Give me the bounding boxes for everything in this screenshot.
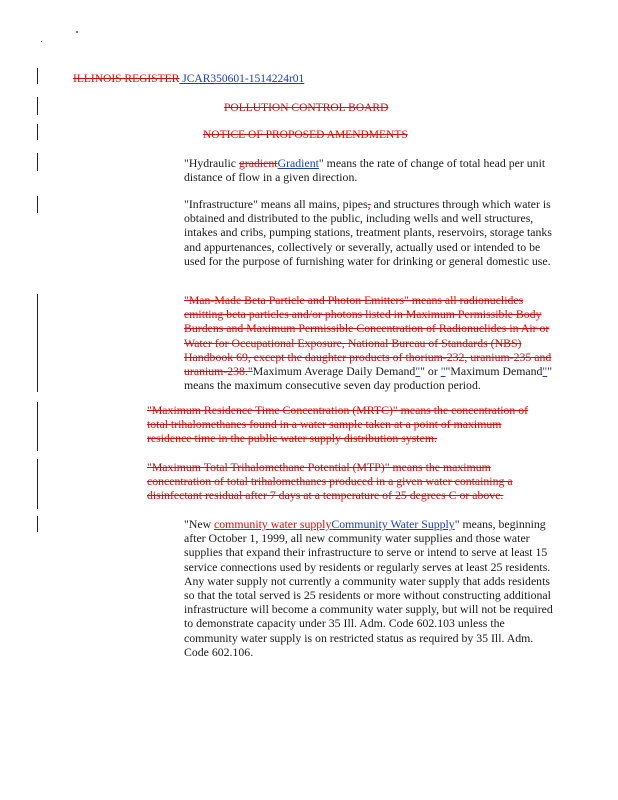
- deleted-definition-mrtc: "Maximum Residence Time Concentration (MRTC)" means the concentration of total trihalomethanes found in a water sample taken at a point of maximum residence time in the public water supply distribution system.: [147, 403, 529, 446]
- deleted-definition-mtp: "Maximum Total Trihalomethane Potential (MTP)" means the maximum concentration of total trihalomethanes produced in a given water containing a disinfectant residual after 7 days at a temperature of 25 degrees C or above.: [147, 460, 513, 503]
- register-inserted: JCAR350601-1514224r01: [179, 73, 305, 85]
- change-bar: [37, 124, 38, 140]
- change-bar: [37, 68, 38, 84]
- definition-hydraulic-gradient: "Hydraulic gradientGradient" means the rate of change of total head per unit distance of flow in a given direction.: [184, 156, 546, 185]
- definition-new-community-water-supply: "New community water supplyCommunity Water Supply" means, beginning after October 1, 1999, all new community water supplies and those water supplies that expand their infrastructure to serve or intend to serve at least 15 service connections used by residents or regularly serves at least 25 residents. Any water supply not currently a community water supply that adds residents so that the total served is 25 residents or more without constructing additional infrastructure will become a community water supply, but will not be required to demonstrate capacity under 35 Ill. Adm. Code 602.103 unless the community water supply is on restricted status as required by 35 Ill. Adm. Code 602.106.: [184, 517, 553, 659]
- change-bar: [37, 153, 38, 171]
- definition-infrastructure: "Infrastructure" means all mains, pipes, and structures through which water is obtained and distributed to the public, including wells and well structures, intakes and cribs, pumping stations, treatment plants, reservoirs, storage tanks and appurtenances, collectively or severally, actually used or intended to be used for the purpose of furnishing water for drinking or general domestic use.: [184, 197, 552, 268]
- change-bar: [37, 516, 38, 532]
- deleted-man-made-emitters: "Man-Made Beta Particle and Photon Emitters" means all radionuclides emitting beta particles and/or photons listed in Maximum Permissible Body Burdens and Maximum Permissible Concentration of Radionuclides in Air or Water for Occupational Exposure, National Bureau of Standards (NBS) Handbook 69, except the daughter products of thorium-232, uranium-235 and uranium-238.: [184, 293, 552, 379]
- board-title: POLLUTION CONTROL BOARD: [224, 102, 389, 114]
- change-bar: [37, 294, 38, 392]
- register-header: [73, 72, 304, 86]
- definition-maximum-average-daily-demand: "Man-Made Beta Particle and Photon Emitters" means all radionuclides emitting beta particles and/or photons listed in Maximum Permissible Body Burdens and Maximum Permissible Concentration of Radionuclides in Air or Water for Occupational Exposure, National Bureau of Standards (NBS) Handbook 69, except the daughter products of thorium-232, uranium-235 and uranium-238."Maximum Average Daily Demand"" or ""Maximum Demand"" means the maximum consecutive seven day production period.: [184, 293, 553, 393]
- change-bar: [37, 402, 38, 451]
- register-deleted: ILLINOIS REGISTER: [73, 73, 180, 85]
- notice-title: NOTICE OF PROPOSED AMENDMENTS: [203, 129, 408, 141]
- scan-speck: [41, 41, 42, 42]
- change-bar: [37, 97, 38, 115]
- scan-speck: [76, 31, 78, 33]
- change-bar: [37, 196, 38, 213]
- change-bar: [37, 459, 38, 509]
